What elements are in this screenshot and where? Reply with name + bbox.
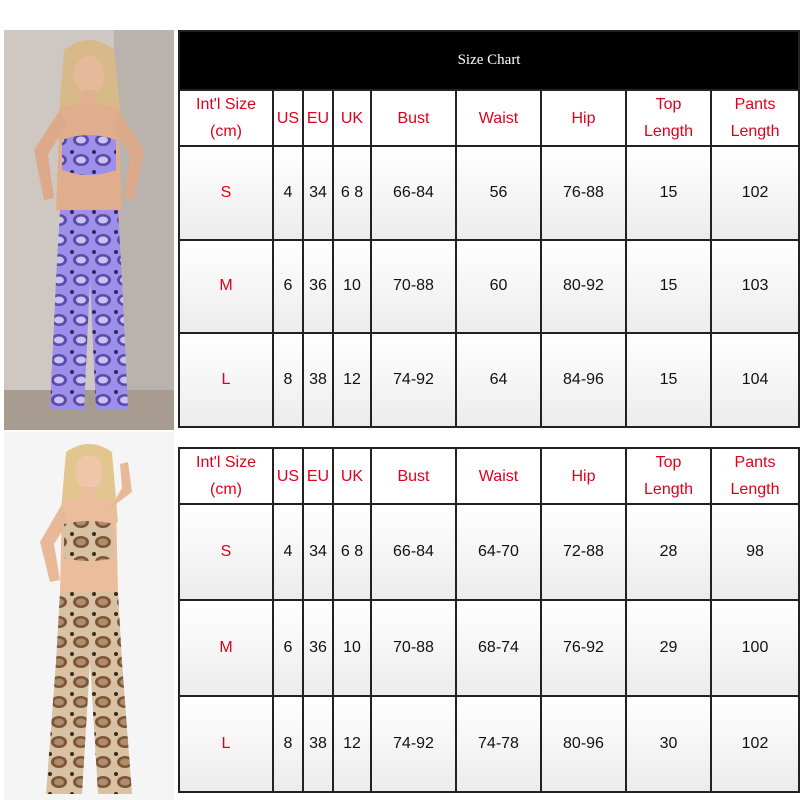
cell-bust: 70-88 bbox=[371, 240, 456, 334]
cell-hip: 80-92 bbox=[541, 240, 626, 334]
table-row bbox=[179, 696, 799, 792]
header-eu: EU bbox=[303, 90, 333, 146]
cell-size: L bbox=[179, 696, 273, 792]
cell-hip: 84-96 bbox=[541, 333, 626, 427]
cell-pants-length: 100 bbox=[711, 600, 799, 696]
header-row bbox=[179, 90, 799, 146]
cell-top-length: 15 bbox=[626, 333, 711, 427]
cell-eu: 34 bbox=[303, 146, 333, 240]
header-hip: Hip bbox=[541, 90, 626, 146]
header-bust: Bust bbox=[371, 90, 456, 146]
cell-pants-length: 98 bbox=[711, 504, 799, 600]
cell-top-length: 30 bbox=[626, 696, 711, 792]
cell-bust: 74-92 bbox=[371, 696, 456, 792]
table-row bbox=[179, 333, 799, 427]
cell-waist: 60 bbox=[456, 240, 541, 334]
cell-us: 8 bbox=[273, 333, 303, 427]
cell-uk: 12 bbox=[333, 696, 371, 792]
cell-eu: 36 bbox=[303, 600, 333, 696]
cell-pants-length: 102 bbox=[711, 696, 799, 792]
header-eu: EU bbox=[303, 448, 333, 504]
table-row bbox=[179, 504, 799, 600]
cell-size: M bbox=[179, 240, 273, 334]
header-pants-length: Pants Length bbox=[711, 448, 799, 504]
product-photo-purple bbox=[4, 30, 174, 430]
cell-hip: 80-96 bbox=[541, 696, 626, 792]
cell-bust: 74-92 bbox=[371, 333, 456, 427]
cell-size: M bbox=[179, 600, 273, 696]
cell-top-length: 15 bbox=[626, 146, 711, 240]
cell-eu: 36 bbox=[303, 240, 333, 334]
header-top-length: Top Length bbox=[626, 90, 711, 146]
header-us: US bbox=[273, 90, 303, 146]
cell-us: 4 bbox=[273, 146, 303, 240]
header-uk: UK bbox=[333, 90, 371, 146]
cell-waist: 74-78 bbox=[456, 696, 541, 792]
cell-hip: 76-92 bbox=[541, 600, 626, 696]
header-waist: Waist bbox=[456, 448, 541, 504]
cell-top-length: 15 bbox=[626, 240, 711, 334]
cell-us: 4 bbox=[273, 504, 303, 600]
cell-eu: 34 bbox=[303, 504, 333, 600]
cell-eu: 38 bbox=[303, 696, 333, 792]
cell-waist: 68-74 bbox=[456, 600, 541, 696]
cell-us: 6 bbox=[273, 600, 303, 696]
cell-bust: 66-84 bbox=[371, 146, 456, 240]
table-row bbox=[179, 600, 799, 696]
header-uk: UK bbox=[333, 448, 371, 504]
header-row bbox=[179, 448, 799, 504]
header-bust: Bust bbox=[371, 448, 456, 504]
cell-size: S bbox=[179, 146, 273, 240]
cell-top-length: 29 bbox=[626, 600, 711, 696]
cell-uk: 10 bbox=[333, 240, 371, 334]
cell-hip: 72-88 bbox=[541, 504, 626, 600]
table-row bbox=[179, 240, 799, 334]
cell-waist: 64-70 bbox=[456, 504, 541, 600]
cell-uk: 6 8 bbox=[333, 504, 371, 600]
cell-us: 6 bbox=[273, 240, 303, 334]
cell-pants-length: 102 bbox=[711, 146, 799, 240]
cell-uk: 6 8 bbox=[333, 146, 371, 240]
header-waist: Waist bbox=[456, 90, 541, 146]
header-top-length: Top Length bbox=[626, 448, 711, 504]
header-us: US bbox=[273, 448, 303, 504]
cell-waist: 56 bbox=[456, 146, 541, 240]
cell-eu: 38 bbox=[303, 333, 333, 427]
header-intl-size: Int'l Size (cm) bbox=[179, 448, 273, 504]
cell-us: 8 bbox=[273, 696, 303, 792]
size-chart-table-bottom bbox=[178, 447, 800, 793]
cell-size: L bbox=[179, 333, 273, 427]
cell-pants-length: 104 bbox=[711, 333, 799, 427]
cell-pants-length: 103 bbox=[711, 240, 799, 334]
product-photo-beige bbox=[4, 432, 174, 800]
cell-bust: 66-84 bbox=[371, 504, 456, 600]
size-chart-table-top bbox=[178, 30, 800, 428]
header-hip: Hip bbox=[541, 448, 626, 504]
cell-hip: 76-88 bbox=[541, 146, 626, 240]
size-chart-title: Size Chart bbox=[179, 31, 799, 90]
cell-bust: 70-88 bbox=[371, 600, 456, 696]
table-row bbox=[179, 146, 799, 240]
cell-size: S bbox=[179, 504, 273, 600]
cell-waist: 64 bbox=[456, 333, 541, 427]
header-pants-length: Pants Length bbox=[711, 90, 799, 146]
header-intl-size: Int'l Size (cm) bbox=[179, 90, 273, 146]
cell-uk: 12 bbox=[333, 333, 371, 427]
cell-uk: 10 bbox=[333, 600, 371, 696]
cell-top-length: 28 bbox=[626, 504, 711, 600]
